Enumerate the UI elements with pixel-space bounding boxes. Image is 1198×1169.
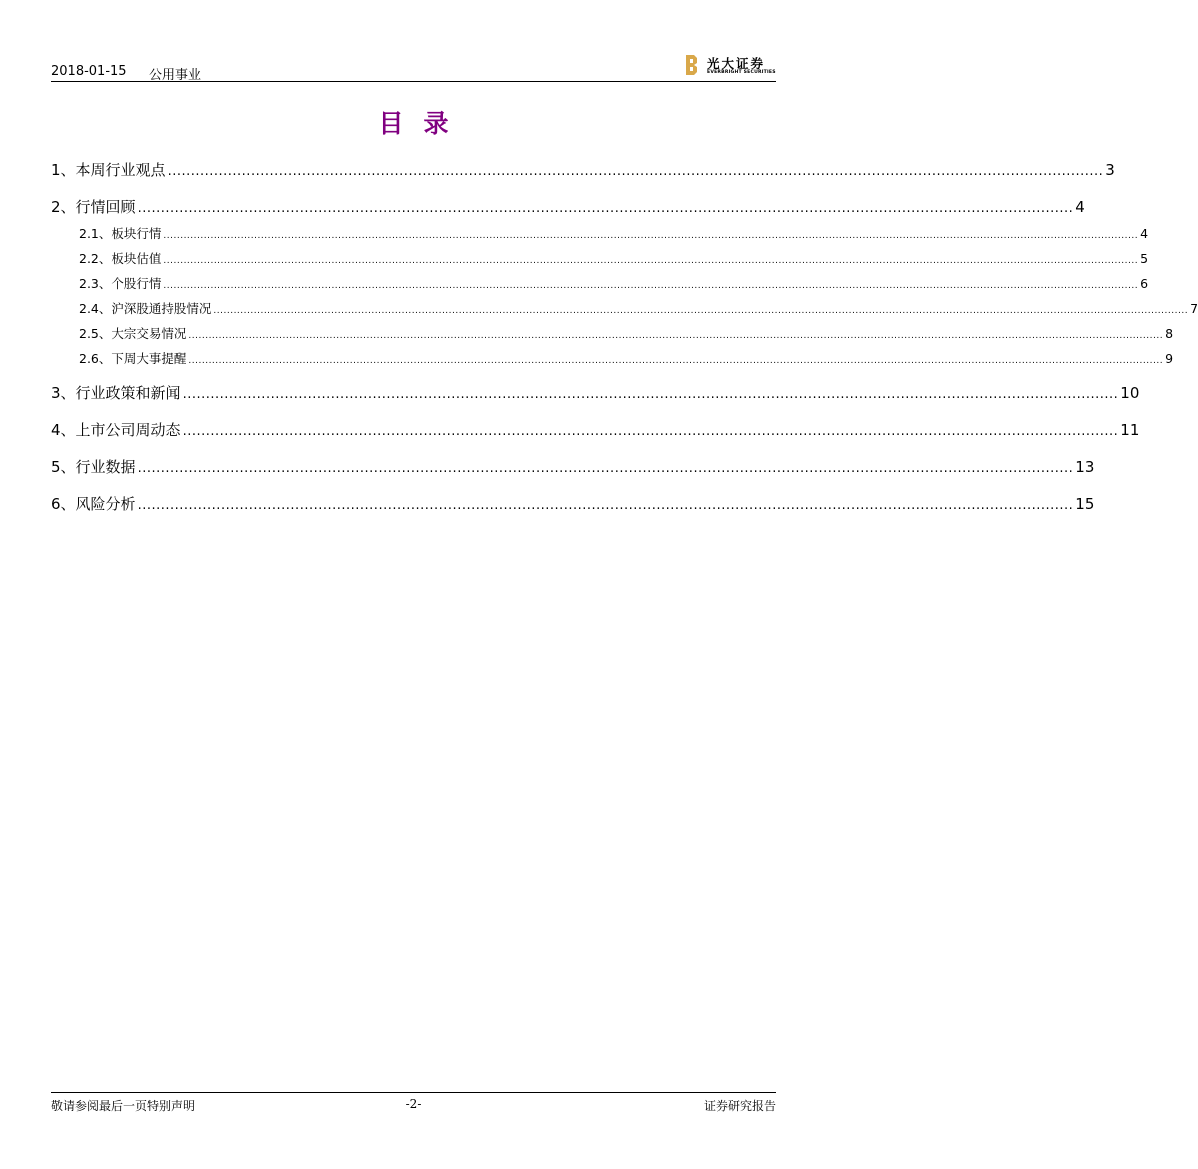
toc-entry-number: 2.6、 xyxy=(79,351,112,366)
toc-entry[interactable] xyxy=(51,159,1115,181)
toc-dot-leader: .................................................................................................................................................................................................................................................................................................. xyxy=(163,281,1139,291)
toc-entry-number: 2.5、 xyxy=(79,326,112,341)
toc-entry-page: 6 xyxy=(1140,276,1149,291)
toc-entry[interactable] xyxy=(51,274,1149,292)
toc-dot-leader: .......................................................................................................................................................................................................... xyxy=(182,424,1119,439)
toc-entry-number: 2.3、 xyxy=(79,276,112,291)
toc-entry-number: 2.4、 xyxy=(79,301,112,316)
toc-entry-label: 上市公司周动态 xyxy=(75,421,181,439)
report-type: 证券研究报告 xyxy=(703,1099,776,1113)
toc-entry[interactable] xyxy=(51,224,1149,242)
footer-disclaimer: 敬请参阅最后一页特别声明 xyxy=(51,1099,196,1113)
toc-dot-leader: .................................................................................................................................................................................................................................................................................................. xyxy=(213,306,1189,316)
logo-mark-icon xyxy=(685,54,699,76)
toc-entry[interactable] xyxy=(51,324,1174,342)
toc-entry-page: 4 xyxy=(1140,226,1149,241)
toc-entry[interactable] xyxy=(51,196,1085,218)
toc-title: 目录 xyxy=(378,109,469,138)
toc-entry-label: 本周行业观点 xyxy=(75,161,166,179)
toc-dot-leader: .................................................................................................................................................................................................................................................................................................. xyxy=(188,331,1164,341)
toc-dot-leader: .................................................................................................................................................................................................................................................................................................. xyxy=(163,256,1139,266)
toc-entry-page: 9 xyxy=(1165,351,1174,366)
toc-entry-number: 3、 xyxy=(51,384,76,402)
toc-entry-page: 5 xyxy=(1140,251,1149,266)
toc-entry-page: 3 xyxy=(1105,161,1115,179)
toc-dot-leader: .................................................................................................................................................................................................................................................................................................. xyxy=(163,231,1139,241)
toc-dot-leader: .......................................................................................................................................................................................................... xyxy=(182,387,1119,402)
toc-dot-leader: .......................................................................................................................................................................................................... xyxy=(137,201,1074,216)
toc-entry[interactable] xyxy=(51,299,1198,317)
toc-entry[interactable] xyxy=(51,419,1140,441)
toc-entry-page: 13 xyxy=(1075,458,1095,476)
toc-entry-label: 板块估值 xyxy=(111,251,162,266)
header-divider xyxy=(51,81,776,82)
toc-entry-page: 11 xyxy=(1120,421,1140,439)
toc-entry[interactable] xyxy=(51,349,1174,367)
logo-chinese-name: 光大证券 xyxy=(707,56,766,71)
toc-entry-label: 下周大事提醒 xyxy=(111,351,187,366)
toc-dot-leader: .................................................................................................................................................................................................................................................................................................. xyxy=(188,356,1164,366)
toc-entry[interactable] xyxy=(51,249,1149,267)
toc-entry-label: 个股行情 xyxy=(111,276,162,291)
toc-entry-number: 2、 xyxy=(51,198,76,216)
toc-entry-page: 15 xyxy=(1075,495,1095,513)
toc-entry-label: 风险分析 xyxy=(75,495,136,513)
report-date: 2018-01-15 xyxy=(51,64,127,79)
toc-entry[interactable] xyxy=(51,456,1095,478)
toc-entry-page: 8 xyxy=(1165,326,1174,341)
toc-entry-page: 7 xyxy=(1190,301,1198,316)
toc-entry-page: 10 xyxy=(1120,384,1140,402)
industry-label: 公用事业 xyxy=(149,68,202,83)
toc-entry-number: 6、 xyxy=(51,495,76,513)
toc-entry[interactable] xyxy=(51,493,1095,515)
toc-entry-number: 2.1、 xyxy=(79,226,112,241)
toc-entry[interactable] xyxy=(51,382,1140,404)
toc-entry-label: 行业数据 xyxy=(75,458,136,476)
toc-entry-label: 行业政策和新闻 xyxy=(75,384,181,402)
toc-entry-number: 4、 xyxy=(51,421,76,439)
page-number: -2- xyxy=(405,1097,422,1111)
toc-entry-label: 大宗交易情况 xyxy=(111,326,187,341)
toc-dot-leader: .......................................................................................................................................................................................................... xyxy=(167,164,1104,179)
page-header xyxy=(51,60,776,82)
toc-dot-leader: .......................................................................................................................................................................................................... xyxy=(137,461,1074,476)
toc-dot-leader: .......................................................................................................................................................................................................... xyxy=(137,498,1074,513)
footer-divider xyxy=(51,1092,776,1093)
logo-english-name: EVERBRIGHT SECURITIES xyxy=(707,70,776,75)
company-logo xyxy=(685,54,777,78)
toc-entry-label: 行情回顾 xyxy=(75,198,136,216)
toc-entry-number: 2.2、 xyxy=(79,251,112,266)
toc-entry-number: 5、 xyxy=(51,458,76,476)
toc-entry-label: 板块行情 xyxy=(111,226,162,241)
toc-entry-label: 沪深股通持股情况 xyxy=(111,301,212,316)
toc-entry-number: 1、 xyxy=(51,161,76,179)
toc-entry-page: 4 xyxy=(1075,198,1085,216)
